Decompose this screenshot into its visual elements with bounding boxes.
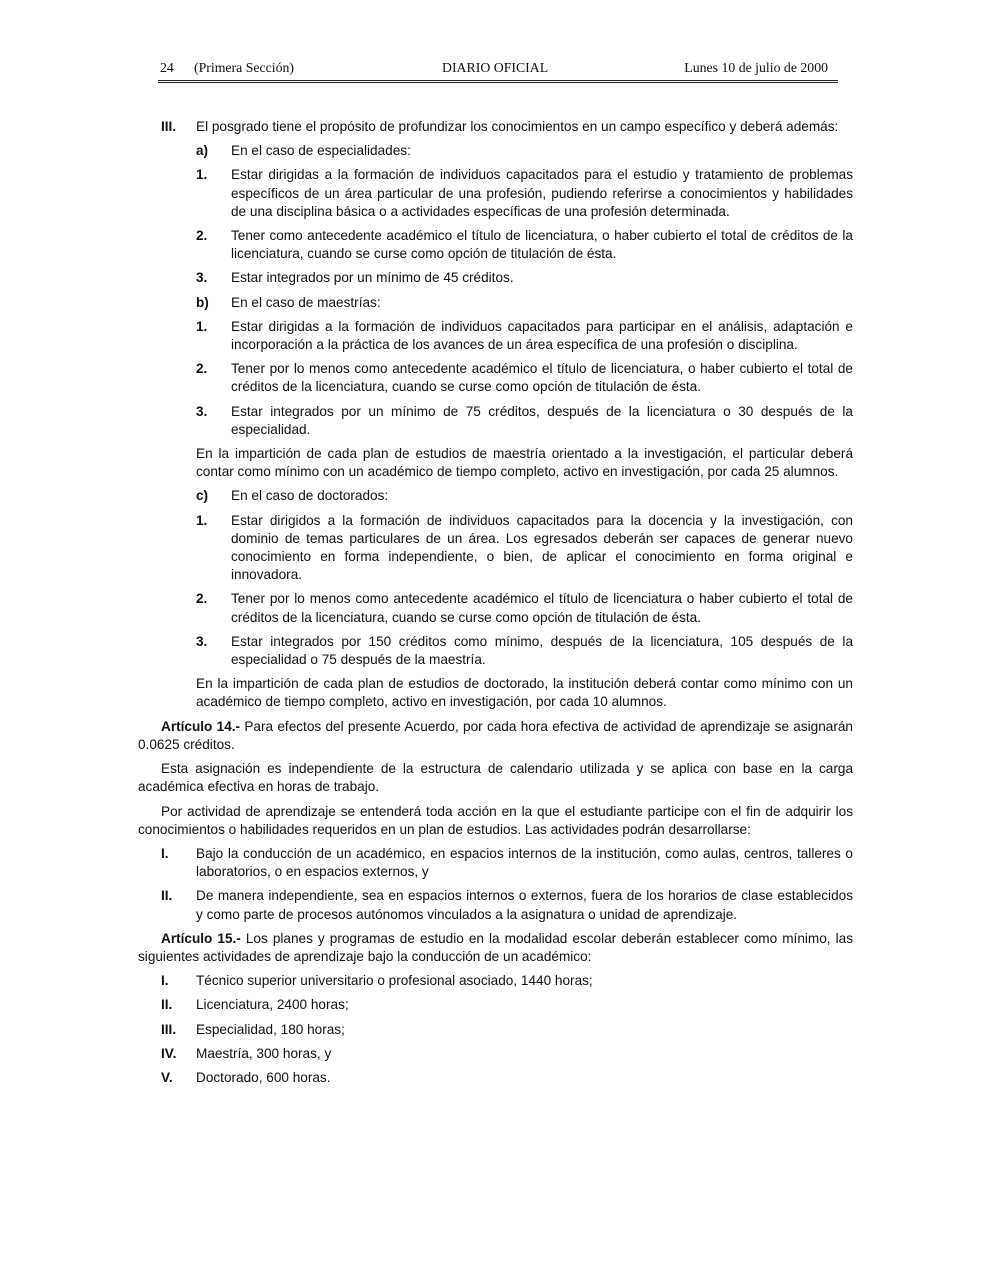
item-text: Bajo la conducción de un académico, en espacios internos de la institución, como aulas, centros, talleres o laboratorios, o en espacios externos, y <box>196 845 853 880</box>
maestrias-note: En la impartición de cada plan de estudios de maestría orientado a la investigación, el particular deberá contar como mínimo con un académico de tiempo completo, activo en investigación, por cada 25 alumnos. <box>196 446 853 480</box>
item-label: 3. <box>196 270 208 286</box>
page-number: 24 <box>160 60 174 75</box>
item-text: Licenciatura, 2400 horas; <box>196 997 349 1013</box>
item-text: Estar dirigidos a la formación de individuos capacitados para la docencia y la investigación, con dominio de temas particulares de un área. Los egresados deberán ser capaces de generar nuevo conocimiento en forma independiente, o bien, de aplicar el conocimiento en forma original e innovadora. <box>231 512 853 583</box>
item-text: El posgrado tiene el propósito de profundizar los conocimientos en un campo específico y deberá además: <box>196 119 839 134</box>
list-item <box>138 1021 853 1039</box>
item-text: Tener por lo menos como antecedente académico el título de licenciatura o haber cubierto el total de créditos de la licenciatura, cuando se curse como opción de titulación de ésta. <box>231 591 853 625</box>
list-item <box>138 887 853 923</box>
article-14-paragraph <box>138 718 853 754</box>
header-divider <box>158 80 838 83</box>
section-label: (Primera Sección) <box>194 60 294 75</box>
item-label: 2. <box>196 228 208 244</box>
page-header <box>160 59 838 79</box>
item-text: Estar dirigidas a la formación de individuos capacitados para participar en el análisis, adaptación e incorporación a la práctica de los avances de un área específica de una profesión o disciplina. <box>231 318 853 353</box>
article-15-text: Los planes y programas de estudio en la modalidad escolar deberán establecer como mínimo, las siguientes actividades de aprendizaje bajo la conducción de un académico: <box>138 930 853 964</box>
list-item <box>138 1045 853 1063</box>
item-label: II. <box>161 997 173 1013</box>
article-14-para3: Por actividad de aprendizaje se entenderá toda acción en la que el estudiante participe con el fin de adquirir los conocimientos o habilidades requeridos en un plan de estudios. Las actividades podrán desarrollarse: <box>138 803 853 837</box>
list-item <box>138 845 853 881</box>
list-item <box>138 118 853 136</box>
item-text: Tener por lo menos como antecedente académico el título de licenciatura, o haber cubierto el total de créditos de la licenciatura, cuando se curse como opción de titulación de ésta. <box>231 361 853 395</box>
list-item <box>138 318 853 354</box>
list-item <box>138 633 853 669</box>
item-text: En el caso de maestrías: <box>231 294 381 310</box>
item-text: Técnico superior universitario o profesional asociado, 1440 horas; <box>196 973 593 989</box>
document-body <box>138 118 853 1093</box>
list-item <box>138 1069 853 1087</box>
item-label: III. <box>161 1021 177 1037</box>
item-text: Estar integrados por un mínimo de 45 créditos. <box>231 270 514 286</box>
item-text: Maestría, 300 horas, y <box>196 1045 332 1061</box>
list-item <box>138 360 853 396</box>
list-item <box>138 996 853 1014</box>
subsection-heading <box>138 487 853 505</box>
publication-date: Lunes 10 de julio de 2000 <box>684 60 828 75</box>
list-item <box>138 269 853 287</box>
item-text: De manera independiente, sea en espacios internos o externos, fuera de los horarios de clase establecidos y como parte de procesos autónomos vinculados a la asignatura o unidad de aprendizaje. <box>196 888 853 922</box>
item-text: Tener como antecedente académico el título de licenciatura, o haber cubierto el total de créditos de la licenciatura, cuando se curse como opción de titulación de ésta. <box>231 228 853 262</box>
item-label: II. <box>161 888 173 904</box>
item-label: IV. <box>161 1045 177 1061</box>
item-label: 2. <box>196 591 208 607</box>
list-item <box>138 512 853 585</box>
article-14-para2: Esta asignación es independiente de la estructura de calendario utilizada y se aplica con base en la carga académica efectiva en horas de trabajo. <box>138 761 853 795</box>
list-item <box>138 227 853 263</box>
list-item <box>138 972 853 990</box>
item-label: b) <box>196 294 209 310</box>
item-label: 1. <box>196 167 208 183</box>
item-text: Especialidad, 180 horas; <box>196 1021 345 1037</box>
item-text: En el caso de doctorados: <box>231 488 389 504</box>
item-label: 1. <box>196 318 208 334</box>
list-item <box>138 403 853 439</box>
article-14-heading: Artículo 14.- <box>161 718 241 734</box>
article-15-heading: Artículo 15.- <box>161 930 241 946</box>
list-item <box>138 590 853 626</box>
item-label: I. <box>161 845 169 861</box>
item-label: 3. <box>196 403 208 419</box>
item-label: I. <box>161 973 169 989</box>
item-text: En el caso de especialidades: <box>231 143 411 159</box>
subsection-heading <box>138 294 853 312</box>
article-14-text: Para efectos del presente Acuerdo, por cada hora efectiva de actividad de aprendizaje se asignarán 0.0625 créditos. <box>138 718 853 752</box>
publication-title: DIARIO OFICIAL <box>442 60 549 75</box>
item-label: c) <box>196 488 209 504</box>
item-label: 1. <box>196 512 208 528</box>
article-15-paragraph <box>138 930 853 966</box>
subsection-heading <box>138 142 853 160</box>
item-label: III. <box>161 119 177 134</box>
item-text: Estar dirigidas a la formación de individuos capacitados para el estudio y tratamiento de problemas específicos de un área particular de una profesión, pudiendo referirse a conocimientos y habilidades de una disciplina básica o a actividades específicas de una profesión determinada. <box>231 167 853 219</box>
list-item <box>138 166 853 221</box>
item-text: Doctorado, 600 horas. <box>196 1069 331 1085</box>
item-label: a) <box>196 143 209 159</box>
item-label: 2. <box>196 361 208 377</box>
item-text: Estar integrados por un mínimo de 75 créditos, después de la licenciatura o 30 después de la especialidad. <box>231 403 853 437</box>
item-label: V. <box>161 1069 173 1085</box>
item-text: Estar integrados por 150 créditos como mínimo, después de la licenciatura, 105 después de la especialidad o 75 después de la maestría. <box>231 633 853 668</box>
doctorados-note: En la impartición de cada plan de estudios de doctorado, la institución deberá contar como mínimo con un académico de tiempo completo, activo en investigación, por cada 10 alumnos. <box>196 676 853 710</box>
item-label: 3. <box>196 633 208 649</box>
